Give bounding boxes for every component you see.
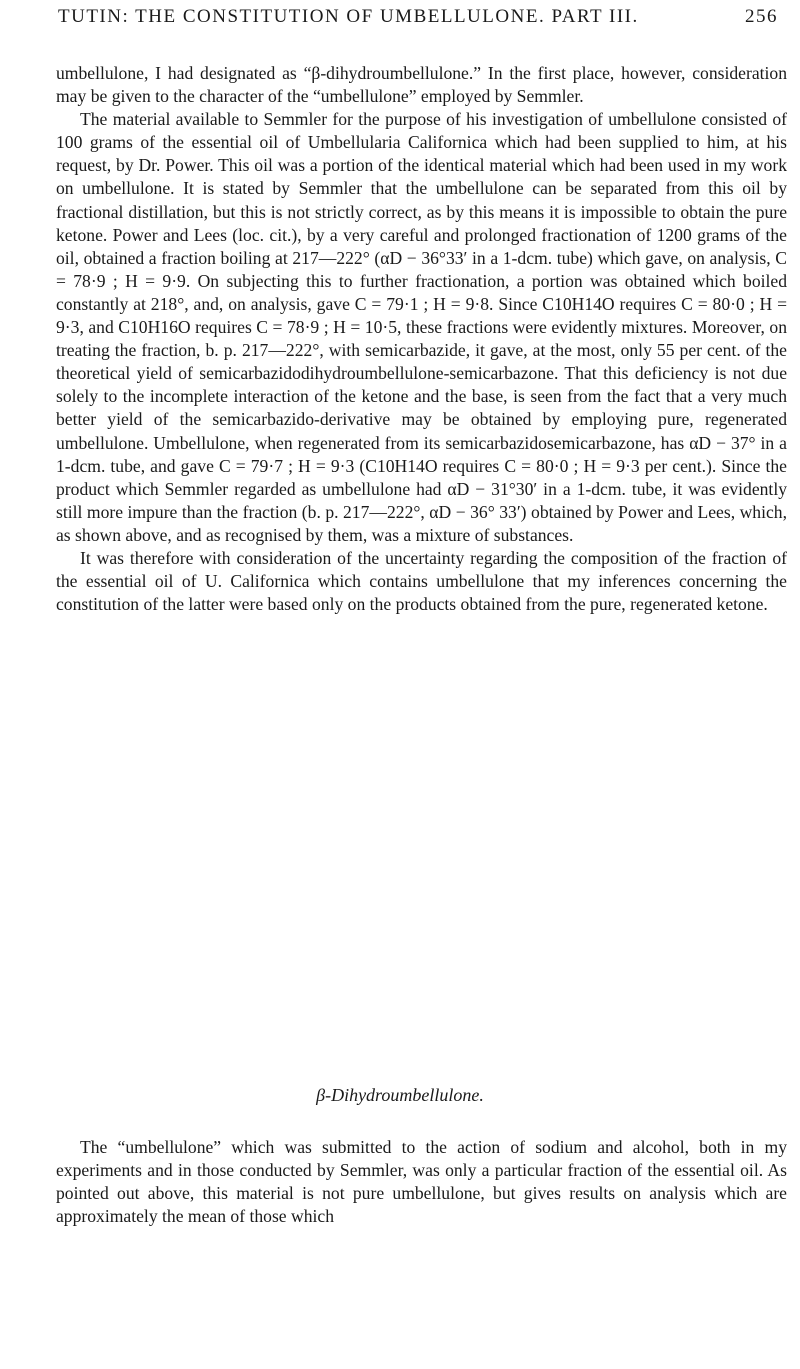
paragraph: umbellulone, I had designated as “β-dihydroumbellulone.” In the first place, however, consideration may be given to the character of the “umbellulone” employed by Semmler.	[56, 63, 787, 107]
running-head	[58, 6, 778, 28]
body-text	[56, 62, 787, 616]
paragraph: The material available to Semmler for the purpose of his investigation of umbellulone consisted of 100 grams of the essential oil of Umbellularia Californica which had been supplied to him, at his request, by Dr. Power. This oil was a portion of the identical material which had been used in my work on umbellulone. It is stated by Semmler that the umbellulone can be separated from this oil by fractional distillation, but this is not strictly correct, as by this means it is impossible to obtain the pure ketone. Power and Lees (loc. cit.), by a very careful and prolonged fractionation of 1200 grams of the oil, obtained a fraction boiling at 217—222° (αD − 36°33′ in a 1-dcm. tube) which gave, on analysis, C = 78·9 ; H = 9·9. On subjecting this to further fractionation, a portion was obtained which boiled constantly at 218°, and, on analysis, gave C = 79·1 ; H = 9·8. Since C10H14O requires C = 80·0 ; H = 9·3, and C10H16O requires C = 78·9 ; H = 10·5, these fractions were evidently mixtures. Moreover, on treating the fraction, b. p. 217—222°, with semicarbazide, it gave, at the most, only 55 per cent. of the theoretical yield of semicarbazidodihydroumbellulone-semicarbazone. That this deficiency is not due solely to the incomplete interaction of the ketone and the base, is seen from the fact that a very much better yield of the semicarbazido-derivative may be obtained by employing pure, regenerated umbellulone. Umbellulone, when regenerated from its semicarbazidosemicarbazone, has αD − 37° in a 1-dcm. tube, and gave C = 79·7 ; H = 9·3 (C10H14O requires C = 80·0 ; H = 9·3 per cent.). Since the product which Semmler regarded as umbellulone had αD − 31°30′ in a 1-dcm. tube, it was evidently still more impure than the fraction (b. p. 217—222°, αD − 36° 33′) obtained by Power and Lees, which, as shown above, and as recognised by them, was a mixture of substances.	[56, 109, 787, 545]
section-heading: β-Dihydroumbellulone.	[316, 1085, 484, 1105]
body-text-2	[56, 1136, 787, 1228]
paragraph: The “umbellulone” which was submitted to the action of sodium and alcohol, both in my experiments and in those conducted by Semmler, was only a particular fraction of the essential oil. As pointed out above, this material is not pure umbellulone, but gives results on analysis which are approximately the mean of those which	[56, 1137, 787, 1227]
paragraph: It was therefore with consideration of the uncertainty regarding the composition of the fraction of the essential oil of U. Californica which contains umbellulone that my inferences concerning the constitution of the latter were based only on the products obtained from the pure, regenerated ketone.	[56, 547, 787, 615]
page-number: 256	[745, 6, 778, 27]
running-title: TUTIN: THE CONSTITUTION OF UMBELLULONE. PART III.	[58, 6, 639, 27]
